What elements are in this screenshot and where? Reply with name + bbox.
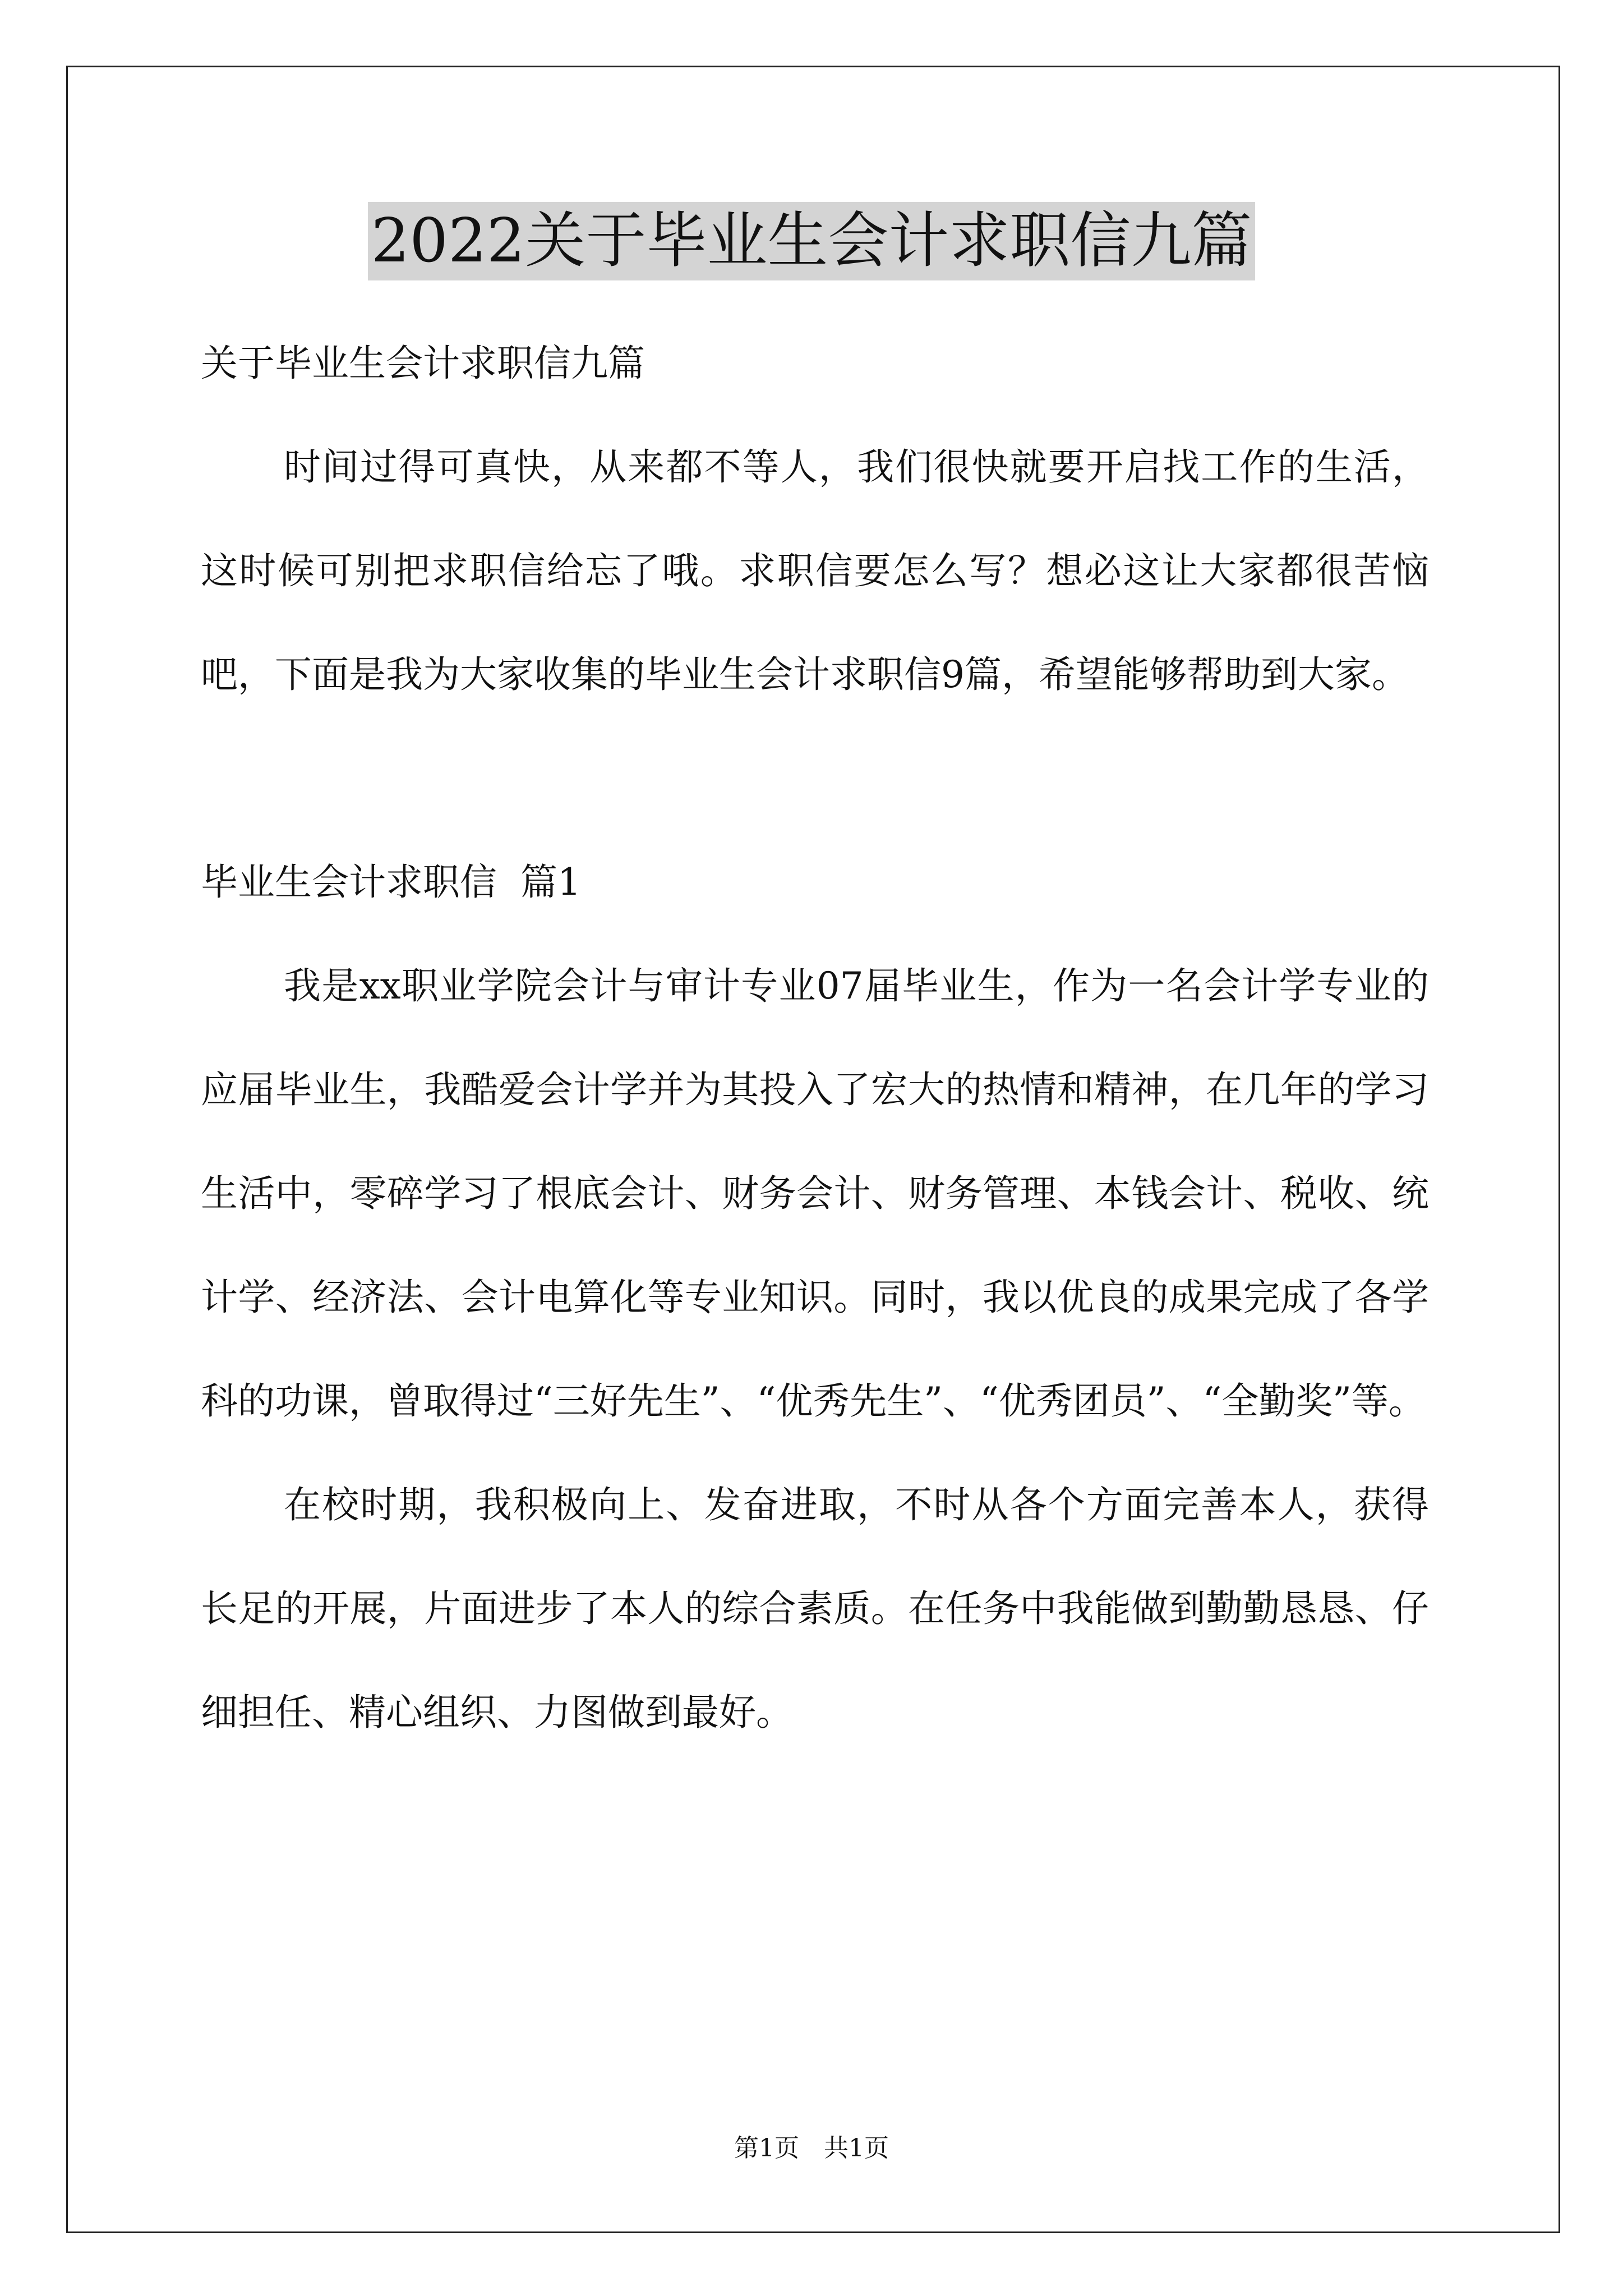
page-footer: [0, 2132, 1623, 2165]
intro-paragraph: 时间过得可真快，从来都不等人，我们很快就要开启找工作的生活，这时候可别把求职信给忘了哦。求职信要怎么写？想必这让大家都很苦恼吧，下面是我为大家收集的毕业生会计求职信9篇，希望能够帮助到大家。: [201, 445, 1429, 696]
page-number: 第1页: [734, 2134, 799, 2162]
section-heading: 毕业生会计求职信 篇1: [201, 861, 581, 904]
document-body: [201, 311, 1429, 1764]
page-total: 共1页: [824, 2134, 889, 2162]
section-spacer: [201, 726, 1429, 830]
document-subtitle: 关于毕业生会计求职信九篇: [201, 342, 645, 385]
document-title: [0, 202, 1623, 280]
document-title-text: 2022关于毕业生会计求职信九篇: [368, 202, 1256, 280]
body-paragraph-1: 我是xx职业学院会计与审计专业07届毕业生，作为一名会计学专业的应届毕业生，我酷爱会计学并为其投入了宏大的热情和精神，在几年的学习生活中，零碎学习了根底会计、财务会计、财务管理、本钱会计、税收、统计学、经济法、会计电算化等专业知识。同时，我以优良的成果完成了各学科的功课，曾取得过“三好先生”、“优秀先生”、“优秀团员”、“全勤奖”等。: [201, 964, 1429, 1423]
body-paragraph-2: 在校时期，我积极向上、发奋进取，不时从各个方面完善本人，获得长足的开展，片面进步了本人的综合素质。在任务中我能做到勤勤恳恳、仔细担任、精心组织、力图做到最好。: [201, 1483, 1429, 1734]
